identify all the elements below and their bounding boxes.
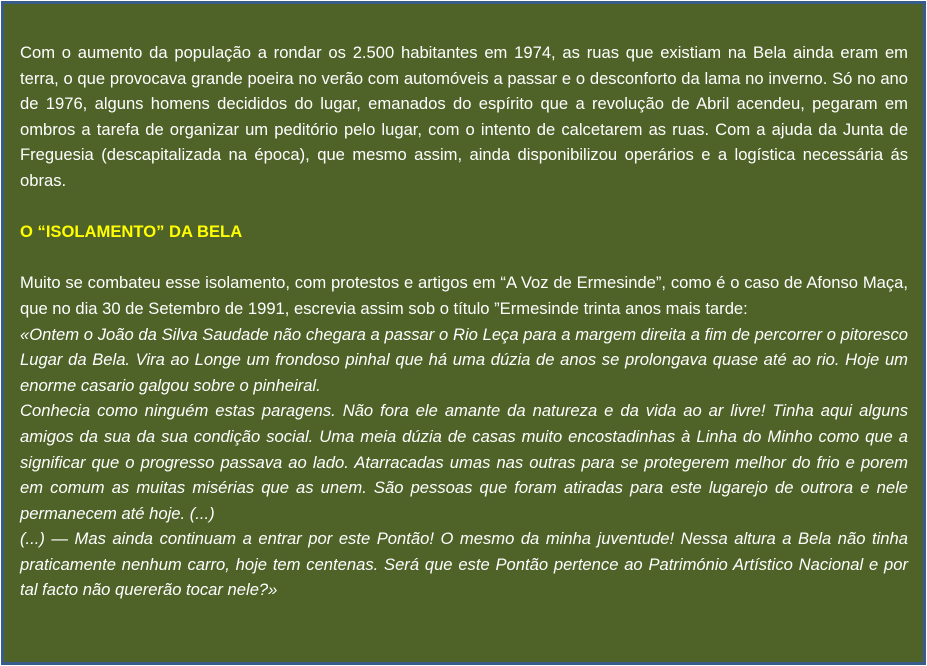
spacer: [20, 194, 908, 220]
quote-paragraph-2: Conhecia como ninguém estas paragens. Não fora ele amante da natureza e da vida ao ar livre! Tinha aqui alguns amigos da sua da sua condição social. Uma meia dúzia de casas muito encostadinhas à Linha do Minho como que a significar que o progresso passava ao lado. Atarracadas umas nas outras para se protegerem melhor do frio e porem em comum as muitas misérias que as unem. São pessoas que foram atiradas para este lugarejo de outrora e nele permanecem até hoje. (...): [20, 401, 908, 523]
quote-paragraph-1: «Ontem o João da Silva Saudade não chegara a passar o Rio Leça para a margem direita a fim de percorrer o pitoresco Lugar da Bela. Vira ao Longe um frondoso pinhal que há uma dúzia de anos se prolongava quase até ao rio. Hoje um enorme casario galgou sobre o pinheiral.: [20, 324, 908, 395]
intro-paragraph: Com o aumento da população a rondar os 2.500 habitantes em 1974, as ruas que existiam na Bela ainda eram em terra, o que provocava grande poeira no verão com automóveis a passar e o desconforto da lama no inverno. Só no ano de 1976, alguns homens decididos do lugar, emanados do espírito que a revolução de Abril acendeu, pegaram em ombros a tarefa de organizar um peditório pelo lugar, com o intento de calcetarem as ruas. Com a ajuda da Junta de Freguesia (descapitalizada na época), que mesmo assim, ainda disponibilizou operários e a logística necessária ás obras.: [20, 43, 908, 190]
section-heading: O “ISOLAMENTO” DA BELA: [20, 222, 243, 242]
article-content: [20, 40, 908, 603]
text-panel: [1, 1, 926, 665]
quote-paragraph-3: (...) — Mas ainda continuam a entrar por este Pontão! O mesmo da minha juventude! Nessa altura a Bela não tinha praticamente nenhum carro, hoje tem centenas. Será que este Pontão pertence ao Património Artístico Nacional e por tal facto não quererão tocar nele?»: [20, 529, 908, 600]
spacer: [20, 245, 908, 271]
isolation-paragraph: Muito se combateu esse isolamento, com protestos e artigos em “A Voz de Ermesinde”, como é o caso de Afonso Maça, que no dia 30 de Setembro de 1991, escrevia assim sob o título ”Ermesinde trinta anos mais tarde:: [20, 273, 908, 318]
